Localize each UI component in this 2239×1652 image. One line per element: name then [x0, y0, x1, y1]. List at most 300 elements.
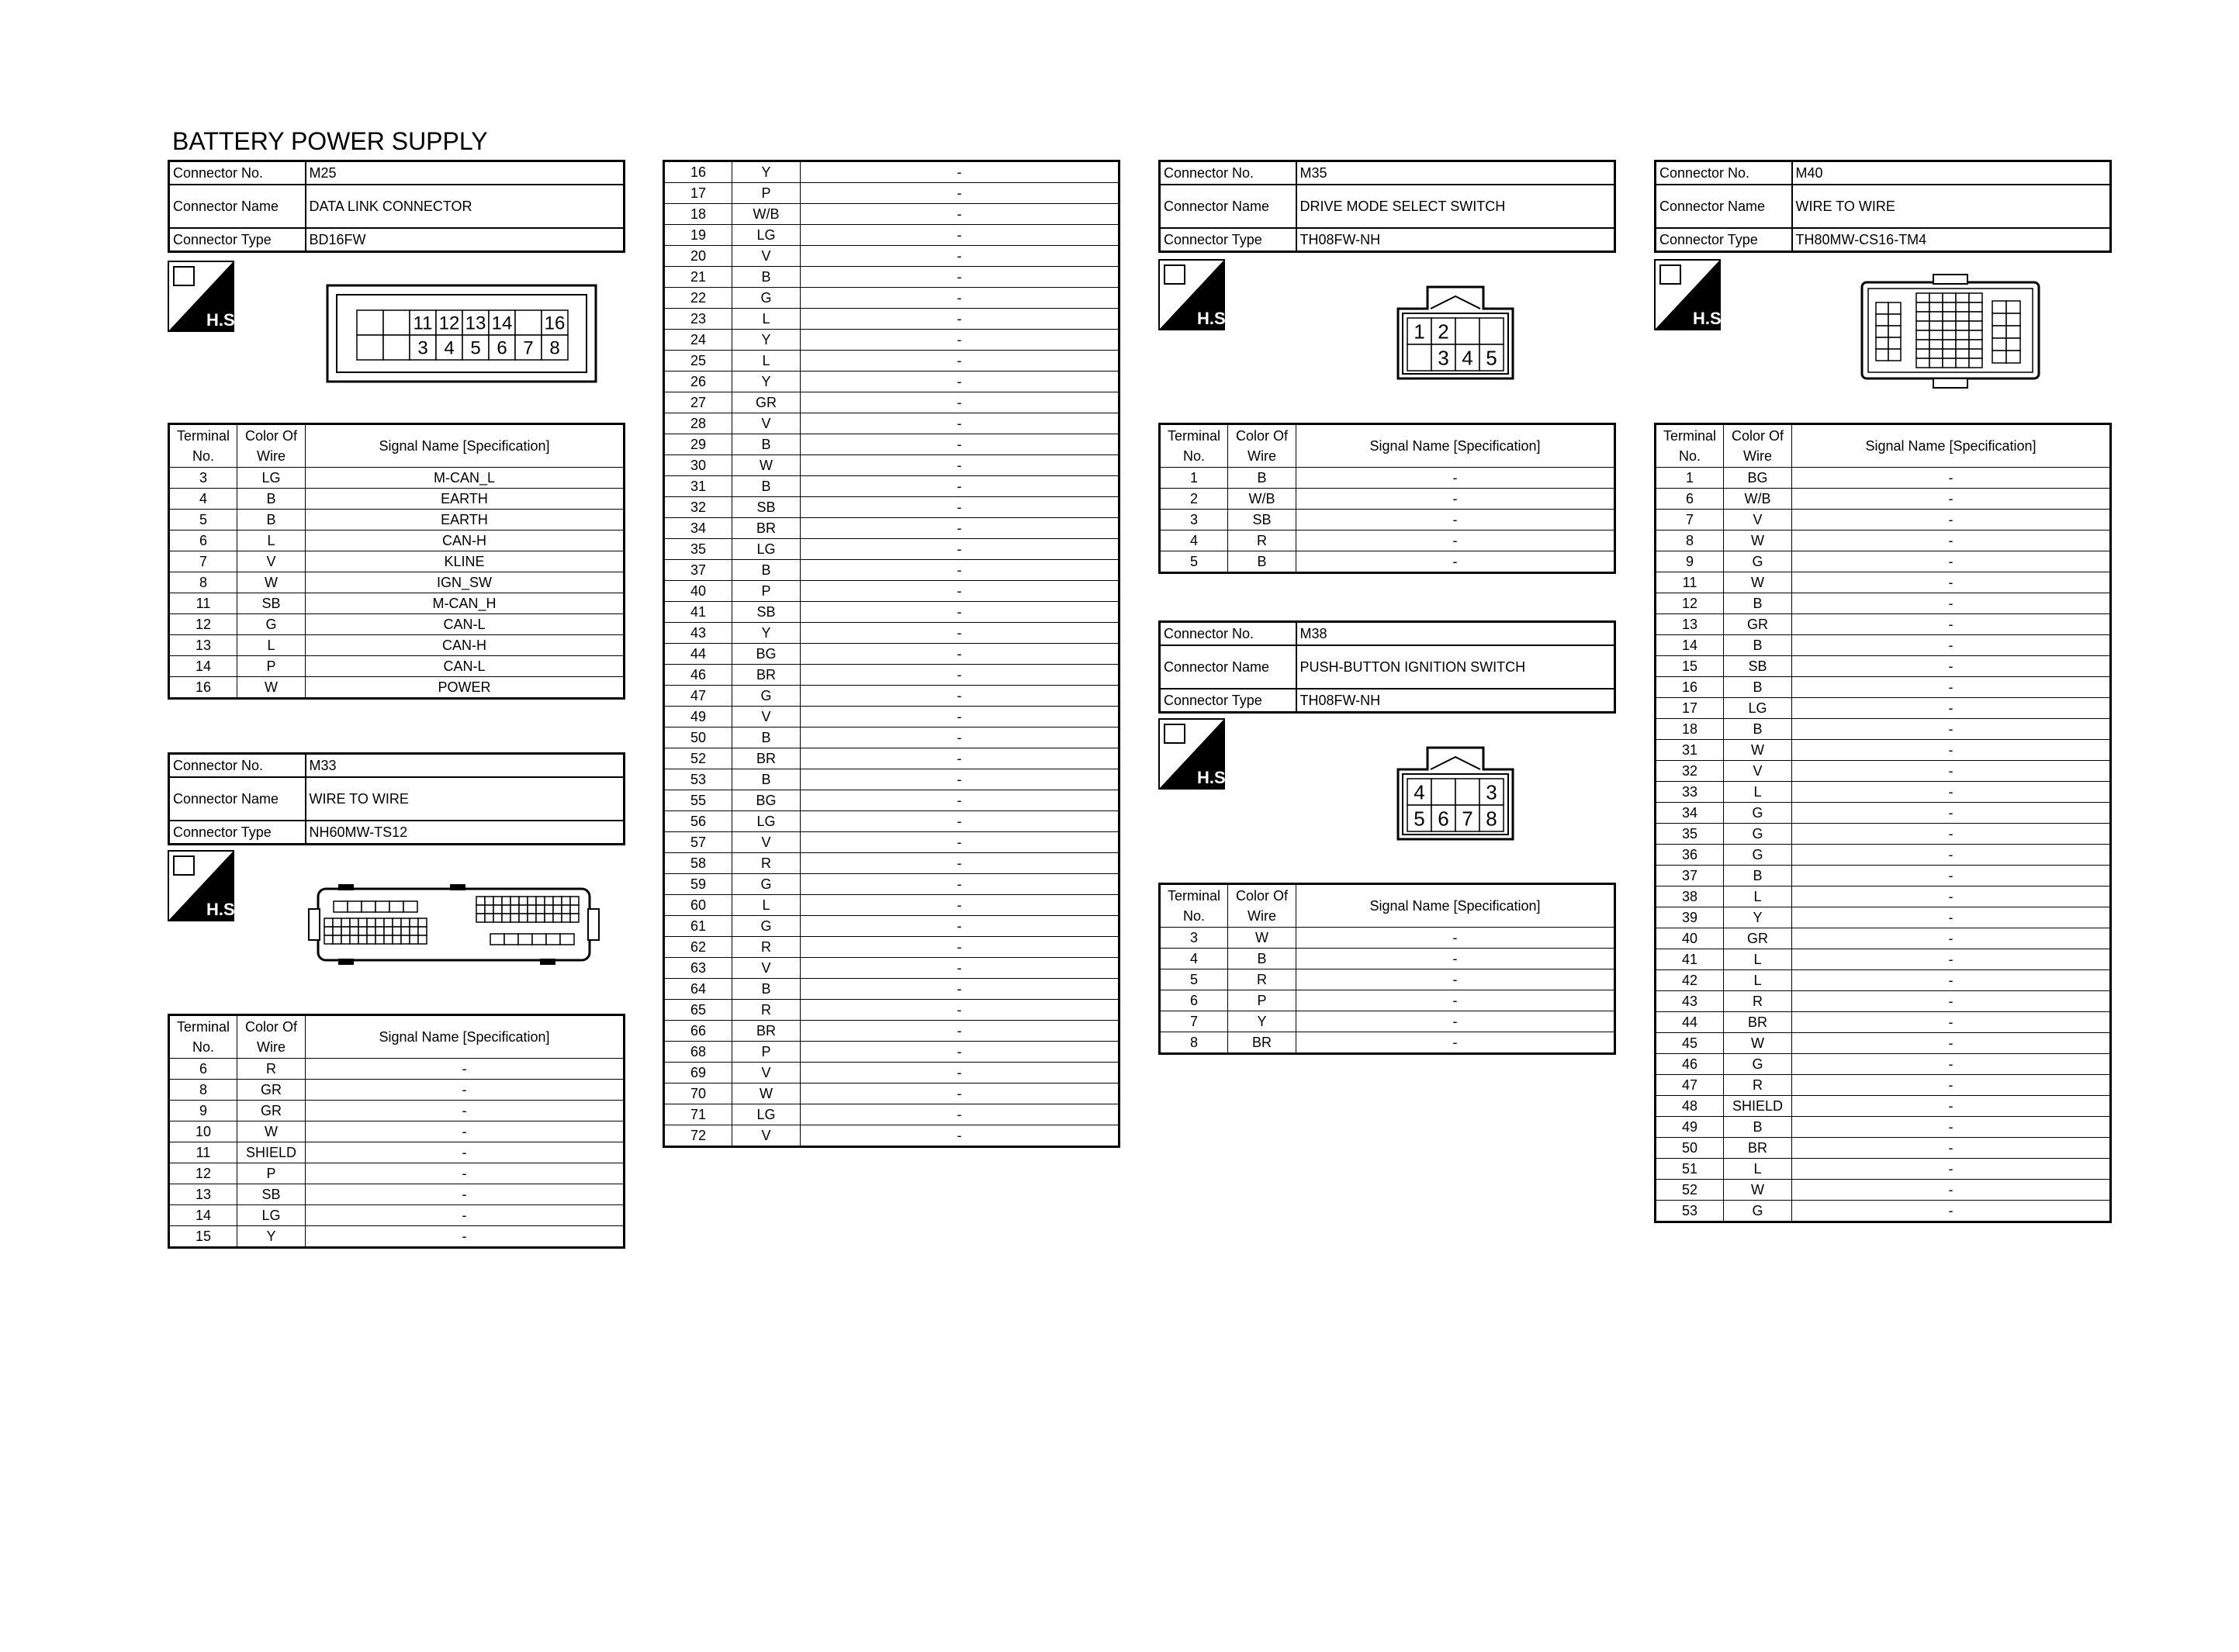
terminal-no: 55 [664, 790, 732, 811]
pin-cell [562, 905, 570, 914]
terminal-no: 1 [1160, 468, 1228, 489]
pin-cell [418, 935, 427, 944]
wire-color: B [732, 560, 801, 581]
table-row [1656, 531, 2111, 551]
hs-icon [168, 261, 240, 332]
pin-cell [502, 897, 510, 905]
table-row [664, 372, 1120, 392]
terminal-no: 17 [664, 183, 732, 204]
table-row [664, 330, 1120, 351]
terminal-no: 4 [1160, 531, 1228, 551]
header-terminal: Terminal No. [169, 424, 237, 468]
pin-cell [2006, 338, 2020, 351]
pin-label: 2 [1438, 320, 1449, 344]
label-connector-name: Connector Name [1160, 185, 1296, 228]
signal-name: - [1792, 782, 2111, 803]
pin-cell [358, 918, 367, 927]
terminal-no: 51 [1656, 1159, 1724, 1180]
pin-label: 3 [417, 337, 428, 359]
wire-color: L [732, 895, 801, 916]
wire-color: W [1724, 1180, 1792, 1201]
table-row [169, 489, 625, 510]
wire-color: BR [732, 518, 801, 539]
wire-color: B [1724, 593, 1792, 614]
signal-name: - [801, 225, 1120, 246]
pin-cell [1956, 340, 1969, 349]
terminal-no: 59 [664, 874, 732, 895]
connector-no: M25 [306, 161, 625, 185]
pin-cell [2006, 351, 2020, 363]
connector-no: M33 [306, 754, 625, 778]
pin-cell [393, 918, 401, 927]
terminal-no: 52 [664, 748, 732, 769]
signal-name: - [1792, 1033, 2111, 1054]
pin-cell [1943, 321, 1956, 330]
pin-cell [1969, 302, 1982, 312]
terminal-no: 24 [664, 330, 732, 351]
table-row [664, 853, 1120, 874]
table-row [664, 267, 1120, 288]
terminal-no: 57 [664, 832, 732, 853]
table-row [169, 1080, 625, 1101]
terminal-no: 10 [169, 1121, 237, 1142]
table-row [664, 1042, 1120, 1063]
pin-cell [553, 905, 562, 914]
table-row [169, 1163, 625, 1184]
terminal-no: 5 [1160, 551, 1228, 573]
pin-cell [476, 905, 485, 914]
hs-label: H.S. [206, 310, 240, 330]
pin-cell [562, 897, 570, 905]
wire-color: W [1724, 531, 1792, 551]
wire-color: W [1724, 1033, 1792, 1054]
terminal-no: 47 [1656, 1075, 1724, 1096]
label-connector-type: Connector Type [169, 228, 306, 252]
table-row [1160, 928, 1615, 949]
table-row [664, 790, 1120, 811]
pin-cell [1929, 302, 1943, 312]
signal-name: - [1792, 949, 2111, 970]
connector-name: PUSH-BUTTON IGNITION SWITCH [1296, 645, 1615, 689]
table-row [664, 1125, 1120, 1147]
wire-color: SB [237, 593, 306, 614]
pin-cell [393, 927, 401, 935]
wire-color: V [732, 707, 801, 728]
wire-color: V [732, 413, 801, 434]
signal-name: - [1792, 1117, 2111, 1138]
terminal-no: 32 [1656, 761, 1724, 782]
pin-cell [1956, 330, 1969, 340]
header-terminal: Terminal No. [1656, 424, 1724, 468]
pin-cell [1992, 301, 2006, 313]
signal-name: - [1792, 510, 2111, 531]
wire-color: L [1724, 1159, 1792, 1180]
signal-name: - [801, 1021, 1120, 1042]
pin-cell [493, 914, 502, 922]
signal-name: - [1792, 991, 2111, 1012]
wire-color: V [732, 1063, 801, 1083]
pin-cell [1969, 321, 1982, 330]
table-row [169, 1142, 625, 1163]
wire-color: W [732, 455, 801, 476]
pin-cell [536, 897, 545, 905]
wire-color: B [1724, 719, 1792, 740]
signal-name: - [1792, 593, 2111, 614]
pin-cell [1992, 351, 2006, 363]
table-row [664, 748, 1120, 769]
wire-color: SB [1228, 510, 1296, 531]
wire-color: R [1228, 531, 1296, 551]
pin-cell [1969, 293, 1982, 302]
wire-color: W/B [732, 204, 801, 225]
terminal-no: 22 [664, 288, 732, 309]
signal-name: CAN-L [306, 656, 625, 677]
terminal-no: 30 [664, 455, 732, 476]
table-row [1160, 510, 1615, 531]
label-connector-no: Connector No. [1656, 161, 1792, 185]
pin-cell [493, 897, 502, 905]
pin-cell [545, 897, 553, 905]
table-row [169, 468, 625, 489]
signal-name: - [1792, 531, 2111, 551]
pin-cell [358, 927, 367, 935]
wire-color: LG [732, 225, 801, 246]
pin-cell [519, 897, 528, 905]
connector-name: DRIVE MODE SELECT SWITCH [1296, 185, 1615, 228]
table-row [664, 246, 1120, 267]
pin-cell [1876, 314, 1888, 326]
signal-name: - [801, 916, 1120, 937]
pin-label: 7 [1462, 807, 1473, 831]
pin-cell [528, 914, 536, 922]
pin-label: 4 [444, 337, 455, 359]
table-row [664, 392, 1120, 413]
table-row [664, 686, 1120, 707]
terminal-no: 6 [169, 531, 237, 551]
signal-name: M-CAN_H [306, 593, 625, 614]
table-row [1160, 1011, 1615, 1032]
terminal-no: 53 [664, 769, 732, 790]
signal-name: - [306, 1226, 625, 1248]
signal-name: - [801, 602, 1120, 623]
signal-name: - [1792, 1075, 2111, 1096]
wire-color: G [1724, 803, 1792, 824]
pin-cell [510, 905, 519, 914]
signal-name: IGN_SW [306, 572, 625, 593]
pin-cell [1956, 302, 1969, 312]
signal-name: - [801, 1125, 1120, 1147]
terminal-no: 9 [169, 1101, 237, 1121]
wire-color: R [732, 937, 801, 958]
pin-cell [1956, 321, 1969, 330]
signal-name: - [801, 497, 1120, 518]
terminal-no: 61 [664, 916, 732, 937]
pin-cell [570, 905, 579, 914]
terminal-no: 40 [664, 581, 732, 602]
wire-color: BR [732, 665, 801, 686]
wire-color: R [237, 1059, 306, 1080]
table-row [1160, 531, 1615, 551]
pin-cell [510, 897, 519, 905]
pin-cell [401, 927, 410, 935]
pin-cell [383, 335, 410, 360]
wire-color: BR [732, 1021, 801, 1042]
pin-cell [1876, 302, 1888, 314]
wire-color: SHIELD [237, 1142, 306, 1163]
terminal-table-m25 [168, 423, 625, 700]
terminal-no: 4 [1160, 949, 1228, 969]
connector-diagram-m40 [1859, 273, 2042, 391]
signal-name: - [801, 288, 1120, 309]
pin-cell [1943, 312, 1956, 321]
terminal-no: 41 [1656, 949, 1724, 970]
label-connector-type: Connector Type [1160, 689, 1296, 713]
pin-cell [485, 914, 493, 922]
table-row [1656, 1033, 2111, 1054]
connector-info-m35 [1158, 160, 1616, 253]
signal-name: - [801, 644, 1120, 665]
terminal-no: 16 [1656, 677, 1724, 698]
signal-name: - [801, 728, 1120, 748]
signal-name: - [801, 895, 1120, 916]
wire-color: B [732, 434, 801, 455]
pin-cell [1916, 321, 1929, 330]
pin-cell [350, 935, 358, 944]
signal-name: - [1296, 1032, 1615, 1054]
pin-cell [1876, 326, 1888, 337]
hs-icon [1158, 259, 1230, 330]
signal-name: - [1792, 866, 2111, 886]
wire-color: L [732, 309, 801, 330]
wire-color: Y [732, 161, 801, 183]
signal-name: - [801, 1042, 1120, 1063]
table-row [169, 1059, 625, 1080]
pin-cell [324, 927, 333, 935]
terminal-no: 72 [664, 1125, 732, 1147]
pin-cell [350, 927, 358, 935]
terminal-table-m33-continued [663, 160, 1120, 1148]
terminal-no: 32 [664, 497, 732, 518]
signal-name: - [801, 560, 1120, 581]
signal-name: - [801, 832, 1120, 853]
pin-cell [1888, 302, 1901, 314]
signal-name: - [1792, 677, 2111, 698]
signal-name: - [1792, 886, 2111, 907]
label-connector-no: Connector No. [169, 754, 306, 778]
terminal-no: 26 [664, 372, 732, 392]
pin-cell [515, 310, 542, 335]
terminal-no: 46 [664, 665, 732, 686]
terminal-no: 3 [1160, 510, 1228, 531]
signal-name: - [801, 811, 1120, 832]
table-row [664, 455, 1120, 476]
pin-cell [485, 905, 493, 914]
connector-info-m40 [1654, 160, 2112, 253]
pin-cell [1956, 349, 1969, 358]
terminal-no: 18 [664, 204, 732, 225]
terminal-no: 40 [1656, 928, 1724, 949]
signal-name: - [801, 455, 1120, 476]
signal-name: - [801, 1083, 1120, 1104]
header-terminal: Terminal No. [1160, 884, 1228, 928]
pin-cell [570, 897, 579, 905]
table-row [664, 161, 1120, 183]
terminal-no: 13 [169, 1184, 237, 1205]
terminal-no: 53 [1656, 1201, 1724, 1222]
pin-cell [1969, 330, 1982, 340]
wire-color: L [237, 635, 306, 656]
wire-color: GR [237, 1101, 306, 1121]
pin-cell [389, 901, 403, 912]
pin-cell [502, 905, 510, 914]
signal-name: - [306, 1080, 625, 1101]
signal-name: - [1792, 468, 2111, 489]
wire-color: P [732, 183, 801, 204]
terminal-no: 25 [664, 351, 732, 372]
wire-color: R [732, 1000, 801, 1021]
signal-name: - [1296, 468, 1615, 489]
table-row [169, 614, 625, 635]
table-row [169, 572, 625, 593]
signal-name: CAN-L [306, 614, 625, 635]
terminal-no: 7 [1656, 510, 1724, 531]
terminal-no: 35 [1656, 824, 1724, 845]
pin-cell [418, 927, 427, 935]
pin-label: 8 [549, 337, 560, 359]
terminal-no: 43 [1656, 991, 1724, 1012]
wire-color: W [1724, 740, 1792, 761]
table-row [169, 677, 625, 699]
signal-name: - [1792, 698, 2111, 719]
signal-name: - [1792, 1012, 2111, 1033]
table-row [1656, 740, 2111, 761]
pin-cell [1992, 313, 2006, 326]
terminal-no: 15 [1656, 656, 1724, 677]
wire-color: L [1724, 949, 1792, 970]
wire-color: R [1724, 1075, 1792, 1096]
pin-cell [545, 905, 553, 914]
pin-label: 14 [491, 313, 513, 334]
pin-cell [1929, 340, 1943, 349]
terminal-no: 37 [1656, 866, 1724, 886]
terminal-no: 8 [1160, 1032, 1228, 1054]
signal-name: - [801, 769, 1120, 790]
terminal-no: 71 [664, 1104, 732, 1125]
terminal-no: 6 [1160, 990, 1228, 1011]
table-row [664, 1021, 1120, 1042]
terminal-table-m35 [1158, 423, 1616, 574]
pin-cell [324, 918, 333, 927]
wire-color: SB [732, 497, 801, 518]
wire-color: W [237, 677, 306, 699]
terminal-no: 63 [664, 958, 732, 979]
table-row [664, 728, 1120, 748]
table-row [664, 1000, 1120, 1021]
wire-color: B [732, 979, 801, 1000]
pin-cell [1929, 349, 1943, 358]
table-row [1160, 489, 1615, 510]
wire-color: G [1724, 824, 1792, 845]
table-row [664, 1083, 1120, 1104]
header-terminal: Terminal No. [1160, 424, 1228, 468]
wire-color: G [732, 874, 801, 895]
signal-name: - [801, 1104, 1120, 1125]
table-row [1656, 928, 2111, 949]
pin-cell [519, 914, 528, 922]
pin-cell [418, 918, 427, 927]
signal-name: CAN-H [306, 531, 625, 551]
terminal-no: 47 [664, 686, 732, 707]
wire-color: V [732, 958, 801, 979]
pin-cell [1916, 302, 1929, 312]
connector-type: BD16FW [306, 228, 625, 252]
wire-color: Y [1724, 907, 1792, 928]
signal-name: - [801, 707, 1120, 728]
table-row [1656, 991, 2111, 1012]
signal-name: M-CAN_L [306, 468, 625, 489]
signal-name: - [1792, 740, 2111, 761]
pin-cell [341, 918, 350, 927]
signal-name: - [1792, 1159, 2111, 1180]
wire-color: BG [732, 644, 801, 665]
pin-cell [553, 897, 562, 905]
pin-cell [334, 901, 348, 912]
label-connector-type: Connector Type [169, 821, 306, 845]
pin-label: 5 [470, 337, 481, 359]
table-row [664, 874, 1120, 895]
wire-color: G [732, 288, 801, 309]
terminal-no: 43 [664, 623, 732, 644]
header-signal: Signal Name [Specification] [1296, 424, 1615, 468]
wire-color: W [732, 1083, 801, 1104]
signal-name: - [801, 581, 1120, 602]
signal-name: - [1792, 907, 2111, 928]
signal-name: - [1792, 1180, 2111, 1201]
signal-name: - [801, 937, 1120, 958]
signal-name: - [1792, 761, 2111, 782]
pin-label: 3 [1438, 346, 1449, 370]
terminal-no: 39 [1656, 907, 1724, 928]
pin-cell [1956, 312, 1969, 321]
signal-name: - [306, 1184, 625, 1205]
terminal-no: 2 [1160, 489, 1228, 510]
signal-name: - [306, 1101, 625, 1121]
pin-cell [1943, 358, 1956, 368]
pin-cell [367, 935, 375, 944]
wire-color: GR [1724, 928, 1792, 949]
wire-color: B [732, 267, 801, 288]
signal-name: - [1792, 572, 2111, 593]
signal-name: - [801, 204, 1120, 225]
table-row [664, 476, 1120, 497]
wire-color: W [1228, 928, 1296, 949]
pin-cell [1916, 340, 1929, 349]
signal-name: - [1792, 719, 2111, 740]
terminal-no: 6 [169, 1059, 237, 1080]
pin-cell [1943, 330, 1956, 340]
wire-color: GR [1724, 614, 1792, 635]
wire-color: Y [732, 623, 801, 644]
table-row [664, 811, 1120, 832]
table-row [664, 937, 1120, 958]
pin-cell [375, 927, 384, 935]
wire-color: LG [237, 468, 306, 489]
table-row [1656, 803, 2111, 824]
pin-cell [1916, 293, 1929, 302]
wire-color: LG [732, 1104, 801, 1125]
wire-color: W [1724, 572, 1792, 593]
table-row [169, 635, 625, 656]
